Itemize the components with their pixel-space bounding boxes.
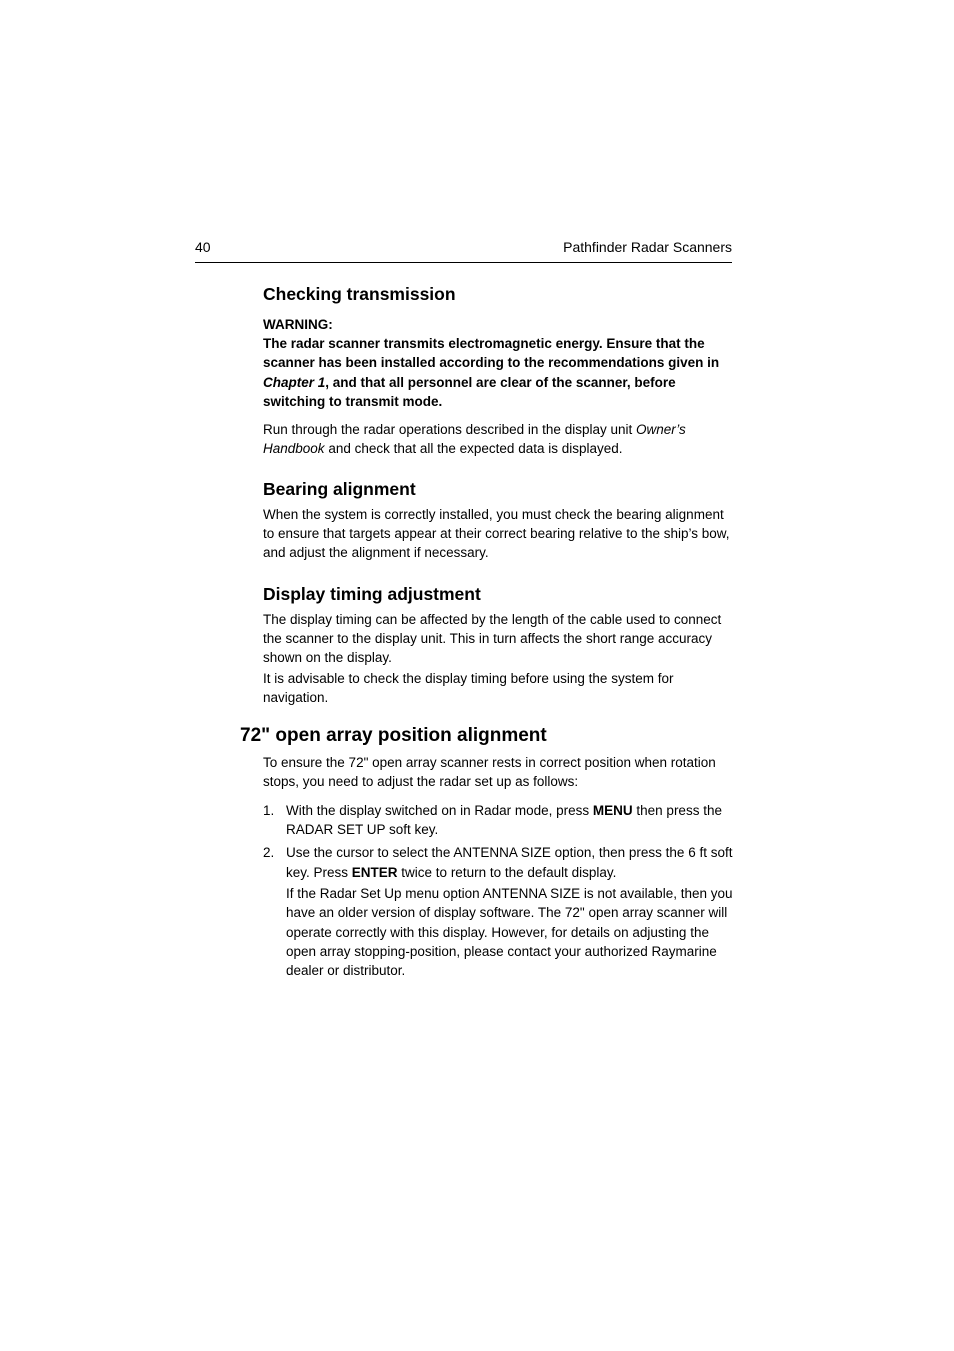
checking-body-part2: and check that all the expected data is displayed. [324, 441, 623, 457]
bearing-body: When the system is correctly installed, you must check the bearing alignment to ensure that targets appear at their correct bearing relative to the ship’s bow, and adjust the alignment if necessary. [263, 506, 730, 561]
owners-handbook-reference: Owner’s Handbook [263, 422, 686, 457]
heading-checking-transmission: Checking transmission [263, 284, 456, 304]
page-content [240, 283, 733, 980]
step2-text-part1: Use the cursor to select the ANTENNA SIZE option, then press the 6 ft soft key. Press [286, 845, 733, 880]
open-array-intro: To ensure the 72" open array scanner rests in correct position when rotation stops, you need to adjust the radar set up as follows: [263, 755, 716, 790]
section-open-array [240, 724, 733, 980]
heading-display-timing: Display timing adjustment [263, 583, 481, 604]
timing-body-1: The display timing can be affected by the length of the cable used to connect the scanner to the display unit. This in turn affects the short range accuracy shown on the display. [263, 611, 722, 666]
alignment-steps [263, 801, 733, 981]
checking-body-part1: Run through the radar operations described in the display unit [263, 422, 636, 438]
menu-key: MENU [592, 802, 633, 818]
page-number: 40 [195, 239, 211, 255]
enter-key: ENTER [351, 864, 398, 880]
page-header [195, 238, 732, 263]
section-display-timing [263, 583, 733, 707]
warning-text-part2: , and that all personnel are clear of the scanner, before switching to transmit mode. [263, 374, 676, 409]
warning-label: WARNING: [263, 317, 333, 332]
step-number: 1. [263, 802, 275, 818]
step-number: 2. [263, 845, 275, 861]
running-title: Pathfinder Radar Scanners [563, 239, 732, 255]
heading-bearing-alignment: Bearing alignment [263, 478, 416, 499]
chapter-reference: Chapter 1 [263, 374, 326, 390]
step1-text-part2: then press the RADAR SET UP soft key. [286, 802, 722, 838]
warning-text [263, 334, 733, 411]
timing-body-2: It is advisable to check the display timing before using the system for navigation. [263, 670, 674, 705]
step2-note: If the Radar Set Up menu option ANTENNA SIZE is not available, then you have an older version of display software. The 72" open array scanner will operate correctly with this display. However, for details on adjusting the open array stopping-position, please contact your authorized Raymarine dealer or distributor. [286, 885, 733, 979]
list-item [263, 843, 733, 980]
heading-open-array-alignment: 72" open array position alignment [240, 725, 547, 747]
step2-text-part2: twice to return to the default display. [397, 864, 617, 880]
list-item [263, 801, 733, 840]
section-bearing-alignment [263, 478, 733, 563]
checking-body [263, 420, 733, 459]
section-checking-transmission [263, 283, 733, 459]
step1-text-part1: With the display switched on in Radar mode, press [286, 802, 593, 818]
warning-text-part1: The radar scanner transmits electromagnetic energy. Ensure that the scanner has been installed according to the recommendations given in [263, 336, 720, 371]
